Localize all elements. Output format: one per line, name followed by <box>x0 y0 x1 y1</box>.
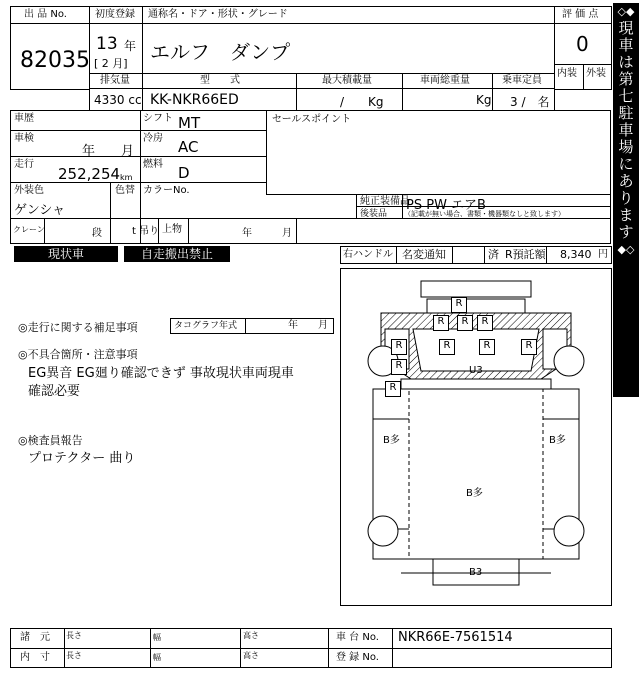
crane-label: クレーン <box>13 225 45 234</box>
history-label: 車歴 <box>14 113 34 124</box>
chassis-label: 車 台 No. <box>336 632 379 643</box>
gross-weight-label: 車両総重量 <box>420 75 470 86</box>
yen-label: 円 <box>598 249 608 260</box>
inspector-label: ◎検査員報告 <box>18 434 83 447</box>
exterior-label: 外装 <box>586 68 606 79</box>
banner-char: は <box>618 53 634 71</box>
truck-diagram <box>341 269 611 605</box>
max-load-value: / Kg <box>340 95 384 109</box>
topload-value: 年 月 <box>242 228 292 239</box>
mark-b3: B3 <box>469 567 483 578</box>
damage-diagram <box>340 268 612 606</box>
mark-r-8: R <box>521 339 537 355</box>
max-load-label: 最大積載量 <box>322 75 372 86</box>
banner-char: 車 <box>618 36 634 54</box>
retrofit-note: （記載が無い場合、書類・機器類なしと致します） <box>404 210 565 218</box>
banner-char: 現 <box>618 19 634 37</box>
inner-label: 内 寸 <box>20 652 50 663</box>
spec-label: 諸 元 <box>20 632 50 643</box>
length-label-2: 長さ <box>66 651 82 660</box>
ac-value: AC <box>178 138 199 156</box>
banner-char: 駐 <box>618 104 634 122</box>
inspector-text: プロテクター 曲り <box>28 451 136 466</box>
mileage-value: 252,254 <box>58 165 121 183</box>
gross-weight-value: Kg <box>476 93 492 107</box>
name-change-label: 名変通知 <box>402 248 446 261</box>
shift-label: シフト <box>143 113 173 124</box>
interior-label: 内装 <box>557 68 577 79</box>
defects-label: ◎不具合箇所・注意事項 <box>18 348 138 361</box>
displacement-value: 4330 cc <box>94 93 142 107</box>
width-label-2: 幅 <box>153 653 161 662</box>
year-unit: 年 <box>124 39 137 53</box>
recycle-label: 済 <box>488 248 499 261</box>
ac-label: 冷房 <box>143 133 163 144</box>
side-banner <box>613 3 639 397</box>
shift-value: MT <box>178 114 201 132</box>
mileage-unit: km <box>120 173 133 182</box>
topload-label: 上物 <box>162 224 182 235</box>
model-grade-label: 通称名・ドア・形状・グレード <box>148 9 288 20</box>
reg-label: 登 録 No. <box>336 652 379 663</box>
fuel-label: 燃料 <box>143 159 163 170</box>
score-value: 0 <box>576 32 589 56</box>
driving-notes-label: ◎走行に関する補足事項 <box>18 321 138 334</box>
recycle-fee-label: R預託額 <box>505 248 546 261</box>
retrofit-label: 後装品 <box>360 209 388 219</box>
tacho-value: 年 月 <box>288 320 328 331</box>
car-name: エルフ ダンプ <box>150 40 291 64</box>
color-no-title: カラーNo. <box>143 185 190 196</box>
mark-b-center: B多 <box>466 488 483 499</box>
score-label: 評 価 点 <box>562 9 599 20</box>
defects-line-2: 確認必要 <box>28 384 81 399</box>
banner-char: 車 <box>618 121 634 139</box>
month-value: [ 2 月] <box>94 57 128 70</box>
crane-lift: t 吊り <box>132 226 160 237</box>
ext-color-label: 外装色 <box>14 185 44 196</box>
options-label: 純正装備品 <box>360 196 410 207</box>
banner-char: に <box>618 155 634 173</box>
mark-b-right: B多 <box>549 435 566 446</box>
banner-char: あ <box>618 172 634 190</box>
options-value: PS PW エアB <box>406 198 486 213</box>
capacity-value: 3 / 名 <box>510 95 550 109</box>
tacho-label: タコグラフ年式 <box>174 321 238 331</box>
mark-r-2: R <box>433 315 449 331</box>
banner-char: ◆◇ <box>617 243 635 256</box>
banner-char: り <box>618 189 634 207</box>
capacity-label: 乗車定員 <box>502 75 542 86</box>
lot-label: 出 品 No. <box>24 9 67 20</box>
mark-r-5: R <box>391 339 407 355</box>
crane-stage: 段 <box>92 228 102 239</box>
recycle-fee-value: 8,340 <box>560 248 592 261</box>
mark-r-7: R <box>479 339 495 355</box>
chassis-no: NKR66E-7561514 <box>398 630 513 645</box>
ext-color-value: ゲンシャ <box>14 203 66 218</box>
mark-u3: U3 <box>469 365 483 376</box>
color-no-label: 色替 <box>115 185 135 196</box>
mark-r-10: R <box>385 381 401 397</box>
banner-char: 場 <box>618 138 634 156</box>
displacement-label: 排気量 <box>100 75 130 86</box>
height-label-1: 高さ <box>243 631 259 640</box>
sales-points-label: セールスポイント <box>272 114 352 125</box>
mark-r-3: R <box>457 315 473 331</box>
mark-r-6: R <box>439 339 455 355</box>
inspection-label: 車検 <box>14 133 34 144</box>
self-drive-banned-badge: 自走搬出禁止 <box>124 246 230 262</box>
first-reg-label: 初度登録 <box>95 9 135 20</box>
mileage-label: 走行 <box>14 159 34 170</box>
current-state-badge: 現状車 <box>14 246 118 262</box>
banner-char: 第 <box>618 70 634 88</box>
mark-r-4: R <box>477 315 493 331</box>
inspection-value: 年 月 <box>82 144 135 159</box>
width-label-1: 幅 <box>153 633 161 642</box>
lot-number: 82035 <box>20 48 90 73</box>
banner-char: 七 <box>618 87 634 105</box>
right-hand-label: 右ハンドル <box>343 249 393 260</box>
mark-r-9: R <box>391 359 407 375</box>
length-label-1: 長さ <box>66 631 82 640</box>
mark-b-left: B多 <box>383 435 400 446</box>
defects-line-1: EG異音 EG廻り確認できず 事故現状車両現車 <box>28 366 294 381</box>
fuel-value: D <box>178 164 190 182</box>
banner-char: ま <box>618 206 634 224</box>
banner-char: す <box>618 223 634 241</box>
mark-r-1: R <box>451 297 467 313</box>
type-label: 型 式 <box>200 75 240 86</box>
year-value: 13 <box>96 34 118 54</box>
model-code: KK-NKR66ED <box>150 92 239 108</box>
banner-char: ◇◆ <box>617 5 635 18</box>
height-label-2: 高さ <box>243 651 259 660</box>
